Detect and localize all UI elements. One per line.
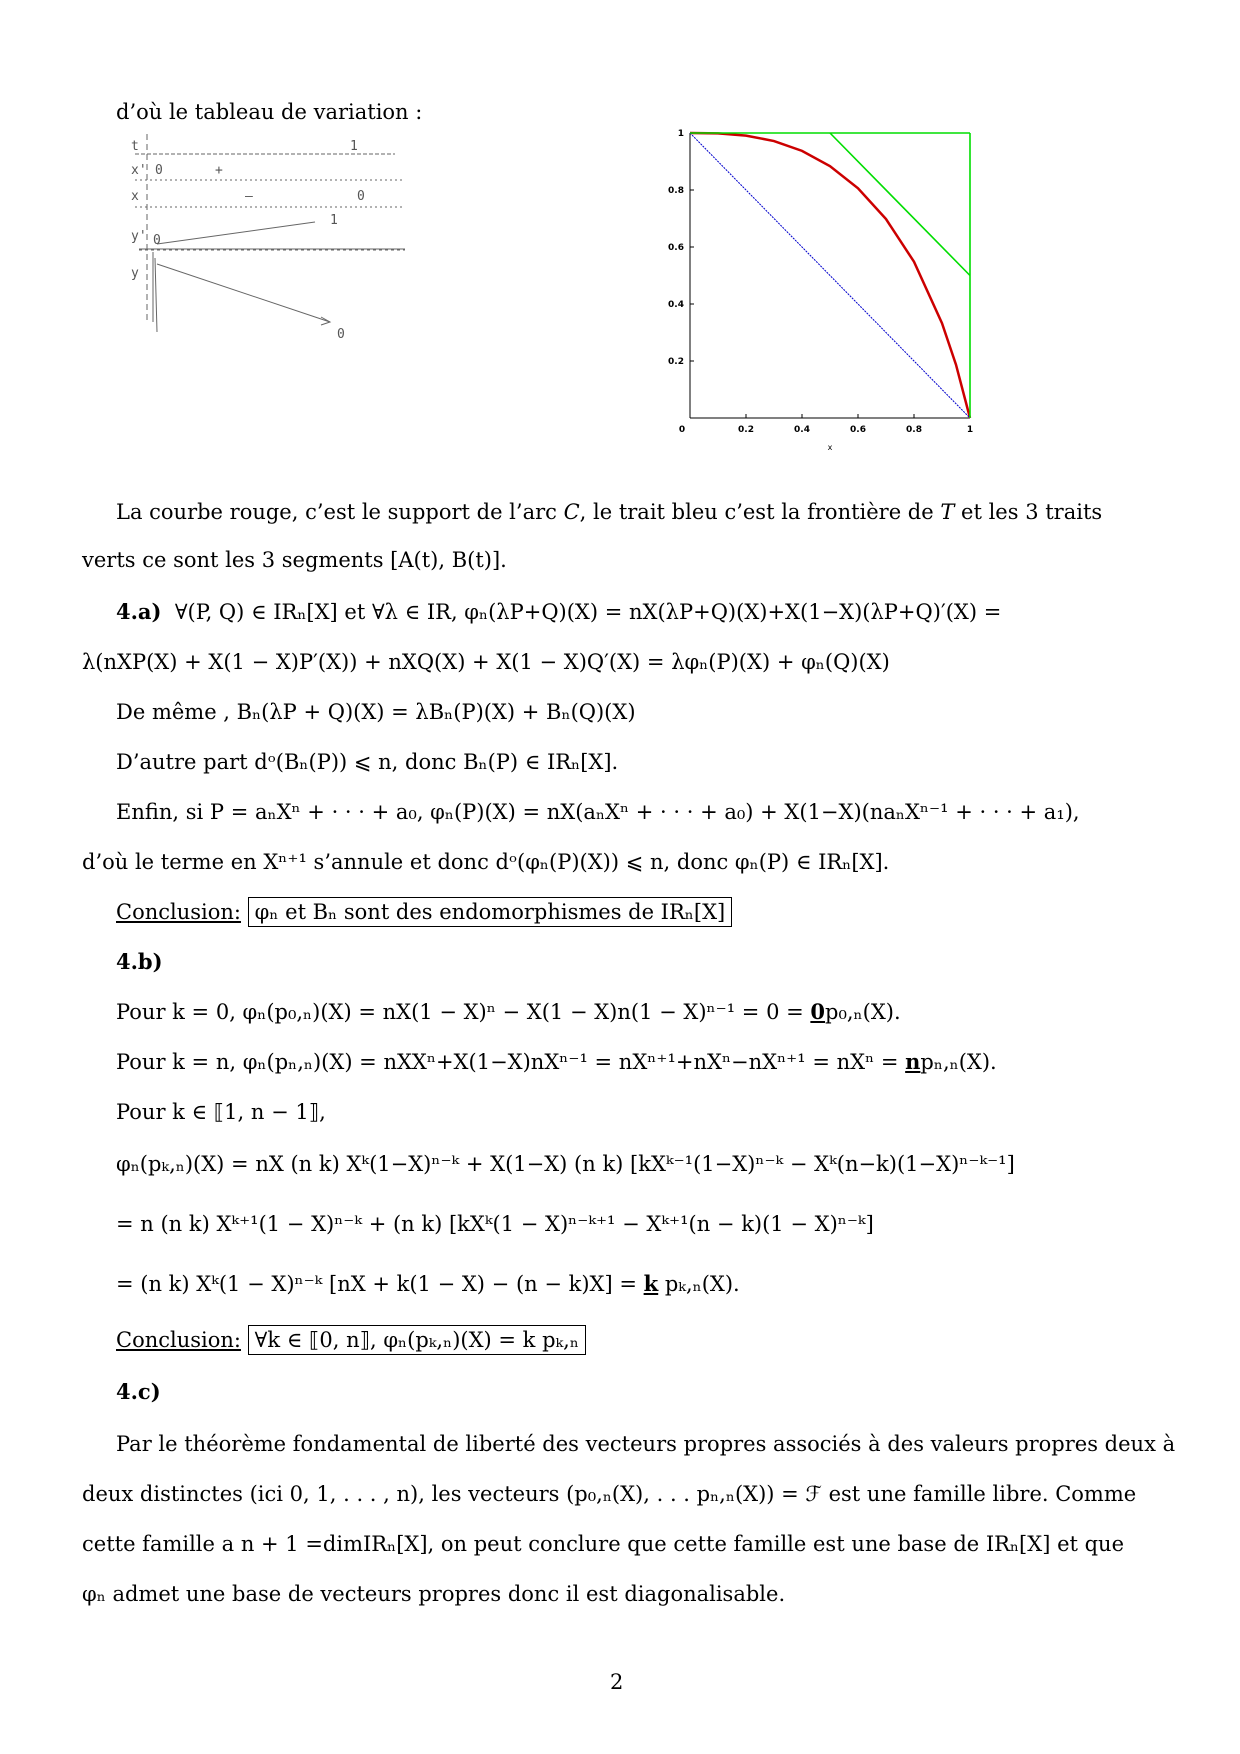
math-text: Pour k = n, φₙ(pₙ,ₙ)(X) = nXXⁿ+X(1−X)nXⁿ⁻¹ = nXⁿ⁺¹+nXⁿ−nXⁿ⁺¹ = nXⁿ = <box>116 1050 906 1074</box>
var-mark: 0 <box>155 163 163 178</box>
series-line-segment-2 <box>830 133 970 276</box>
section-4b-label: 4.b) <box>116 949 163 974</box>
variation-table-scan <box>125 132 415 412</box>
x-tick-label: 1 <box>966 425 974 435</box>
section-4b-line-6 <box>116 1270 740 1298</box>
y-tick-label: 1 <box>677 129 684 139</box>
var-row-label: y' <box>131 229 147 244</box>
section-4a-line-6: d’où le terme en Xⁿ⁺¹ s’annule et donc dᵒ(φₙ(P)(X)) ⩽ n, donc φₙ(P) ∈ IRₙ[X]. <box>82 850 890 874</box>
section-4c-line-4: φₙ admet une base de vecteurs propres donc il est diagonalisable. <box>82 1582 786 1606</box>
caption-text: et les 3 traits <box>954 500 1103 524</box>
math-text: pₙ,ₙ(X). <box>920 1050 997 1074</box>
var-mark: 1 <box>330 213 338 228</box>
section-4c-line-3: cette famille a n + 1 =dimIRₙ[X], on peut conclure que cette famille est une base de IRₙ[X] et que <box>82 1532 1125 1556</box>
section-4b-line-1 <box>116 998 901 1026</box>
series-line-frontiere-T <box>690 133 970 418</box>
conclusion-label: Conclusion: <box>116 1328 241 1352</box>
conclusion-label: Conclusion: <box>116 900 241 924</box>
section-4b-line-3: Pour k ∈ ⟦1, n − 1⟧, <box>116 1100 326 1124</box>
section-4a-label: 4.a) <box>116 599 162 624</box>
var-row-label: x <box>131 189 139 204</box>
conclusion-1-box: φₙ et Bₙ sont des endomorphismes de IRₙ[X] <box>248 897 733 927</box>
math-text: ∀(P, Q) ∈ IRₙ[X] et ∀λ ∈ IR, φₙ(λP+Q)(X) = nX(λP+Q)(X)+X(1−X)(λP+Q)′(X) = <box>174 600 1002 624</box>
x-tick-label: 0.2 <box>738 425 754 435</box>
section-4c-label: 4.c) <box>116 1379 161 1404</box>
caption-text: La courbe rouge, c’est le support de l’arc <box>116 500 564 524</box>
eigenvalue-n: n <box>905 1049 921 1074</box>
intro-text: d’où le tableau de variation : <box>116 100 423 124</box>
section-4b-line-4: φₙ(pₖ,ₙ)(X) = nX (n k) Xᵏ(1−X)ⁿ⁻ᵏ + X(1−X) (n k) [kXᵏ⁻¹(1−X)ⁿ⁻ᵏ − Xᵏ(n−k)(1−X)ⁿ⁻ᵏ⁻¹] <box>116 1152 1015 1176</box>
caption-text: , le trait bleu c’est la frontière de <box>579 500 941 524</box>
var-mark: — <box>245 189 253 204</box>
eigenvalue-zero: 0 <box>810 999 825 1024</box>
x-tick-label: 0.8 <box>906 425 922 435</box>
y-tick-label: 0.2 <box>668 357 684 367</box>
section-4c-line-2: deux distinctes (ici 0, 1, . . . , n), les vecteurs (p₀,ₙ(X), . . . pₙ,ₙ(X)) = ℱ est une famille libre. Comme <box>82 1482 1137 1506</box>
var-mark: 0 <box>153 233 161 248</box>
math-text: = (n k) Xᵏ(1 − X)ⁿ⁻ᵏ [nX + k(1 − X) − (n − k)X] = <box>116 1272 644 1296</box>
caption-line-2: verts ce sont les 3 segments [A(t), B(t)]. <box>82 548 507 572</box>
y-tick-label: 0.8 <box>668 186 684 196</box>
var-mark: 1 <box>350 139 358 154</box>
var-mark: 0 <box>337 327 345 342</box>
arc-chart <box>660 128 1030 498</box>
x-tick-label: 0 <box>678 425 686 435</box>
conclusion-2 <box>116 1326 586 1354</box>
x-tick-label: 0.6 <box>850 425 866 435</box>
math-text: p₀,ₙ(X). <box>825 1000 901 1024</box>
var-mark: 0 <box>357 189 365 204</box>
caption-line-1 <box>116 498 1102 526</box>
conclusion-2-box: ∀k ∈ ⟦0, n⟧, φₙ(pₖ,ₙ)(X) = k pₖ,ₙ <box>248 1325 586 1355</box>
x-tick-label: 0.4 <box>794 425 810 435</box>
section-4a-line-4: D’autre part dᵒ(Bₙ(P)) ⩽ n, donc Bₙ(P) ∈ IRₙ[X]. <box>116 750 619 774</box>
variation-table-drawing <box>125 132 415 412</box>
section-4b-line-5: = n (n k) Xᵏ⁺¹(1 − X)ⁿ⁻ᵏ + (n k) [kXᵏ(1 − X)ⁿ⁻ᵏ⁺¹ − Xᵏ⁺¹(n − k)(1 − X)ⁿ⁻ᵏ] <box>116 1212 874 1236</box>
section-4a-line-1 <box>116 598 1001 626</box>
var-row-label: t <box>131 139 139 154</box>
conclusion-1 <box>116 898 732 926</box>
section-4b-line-2 <box>116 1048 997 1076</box>
x-axis-label: x <box>827 443 833 452</box>
page-number: 2 <box>610 1670 624 1694</box>
var-row-label: x' <box>131 163 147 178</box>
arc-chart-svg <box>660 128 1030 498</box>
var-mark: + <box>215 163 223 178</box>
y-tick-label: 0.6 <box>668 243 684 253</box>
y-tick-label: 0.4 <box>668 300 684 310</box>
math-text: pₖ,ₙ(X). <box>658 1272 740 1296</box>
section-4a-line-5: Enfin, si P = aₙXⁿ + · · · + a₀, φₙ(P)(X) = nX(aₙXⁿ + · · · + a₀) + X(1−X)(naₙXⁿ⁻¹ + · · · + a₁), <box>116 800 1080 824</box>
var-row-label: y <box>131 266 139 281</box>
section-4a-line-2: λ(nXP(X) + X(1 − X)P′(X)) + nXQ(X) + X(1 − X)Q′(X) = λφₙ(P)(X) + φₙ(Q)(X) <box>82 650 890 674</box>
section-4c-line-1: Par le théorème fondamental de liberté des vecteurs propres associés à des valeurs propres deux à <box>116 1432 1176 1456</box>
caption-arc-symbol: C <box>563 500 580 524</box>
caption-t-symbol: T <box>940 500 955 524</box>
eigenvalue-k: k <box>643 1271 659 1296</box>
section-4a-line-3: De même , Bₙ(λP + Q)(X) = λBₙ(P)(X) + Bₙ(Q)(X) <box>116 700 636 724</box>
math-text: Pour k = 0, φₙ(p₀,ₙ)(X) = nX(1 − X)ⁿ − X(1 − X)n(1 − X)ⁿ⁻¹ = 0 = <box>116 1000 811 1024</box>
